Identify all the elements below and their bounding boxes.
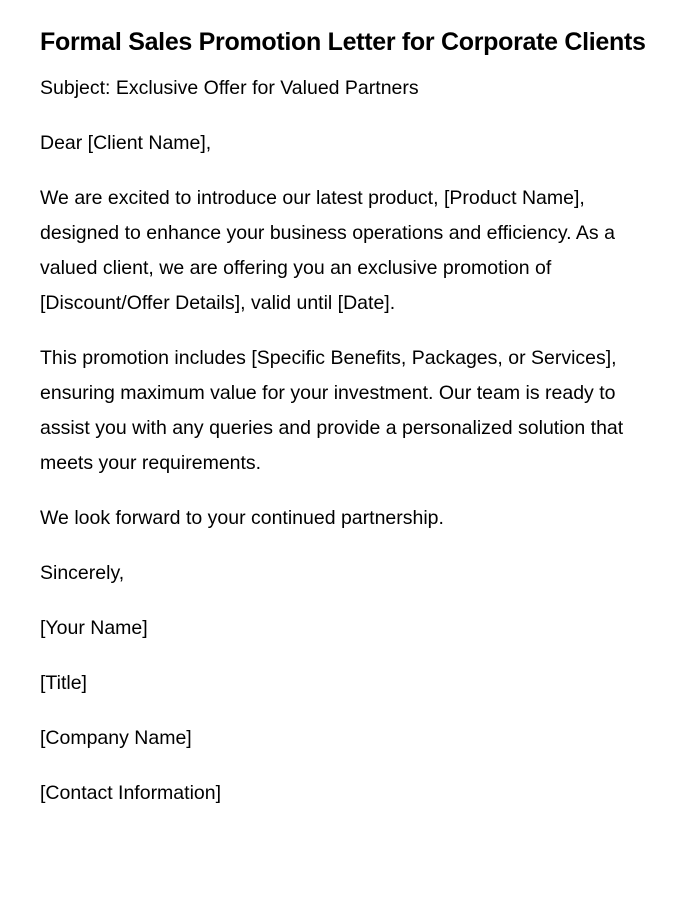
company-name: [Company Name] [40, 727, 192, 749]
body-paragraph-2: This promotion includes [Specific Benefits, Packages, or Services], ensuring maximum value for your investment. Our team is ready to assist you with any queries and provide a personalized solution that meets your requirements. [40, 347, 624, 474]
sender-name: [Your Name] [40, 617, 148, 639]
salutation: Dear [Client Name], [40, 132, 212, 154]
closing-line: We look forward to your continued partnership. [40, 507, 444, 529]
subject-line: Subject: Exclusive Offer for Valued Partners [40, 77, 419, 99]
sign-off: Sincerely, [40, 562, 125, 584]
sender-title: [Title] [40, 672, 87, 694]
contact-information: [Contact Information] [40, 782, 222, 804]
body-paragraph-1: We are excited to introduce our latest product, [Product Name], designed to enhance your business operations and efficiency. As a valued client, we are offering you an exclusive promotion of [Discount/Offer Details], valid until [Date]. [40, 187, 615, 314]
letter-document [40, 20, 650, 811]
document-title: Formal Sales Promotion Letter for Corporate Clients [40, 28, 646, 56]
